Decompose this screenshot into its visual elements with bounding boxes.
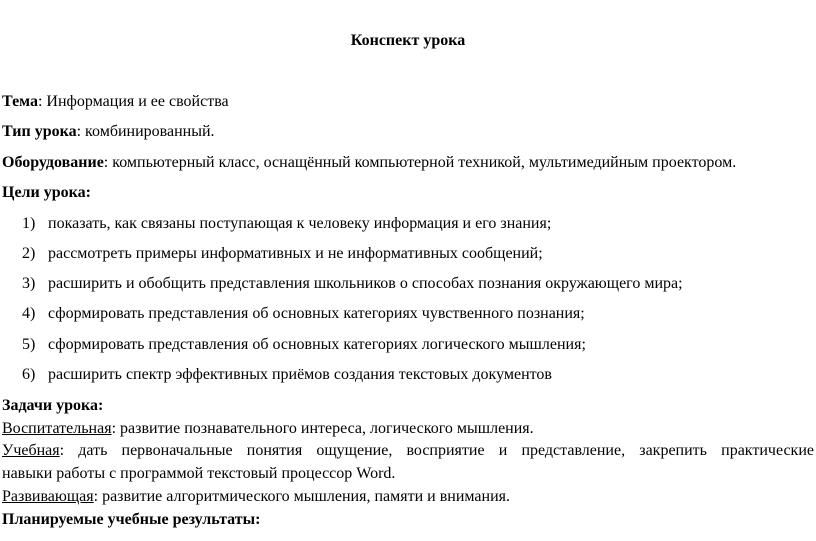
goal-item [22,215,551,233]
goal-text: расширить и обобщить представления школьников о способах познания окружающего мира; [48,275,683,292]
goal-item [22,366,552,384]
upbringing-task-line [2,420,534,438]
goal-text: показать, как связаны поступающая к человеку информация и его знания; [48,215,552,232]
goal-text: рассмотреть примеры информативных и не информативных сообщений; [48,245,543,262]
tasks-heading: Задачи урока: [2,397,104,414]
educational-task-line-1 [2,442,814,460]
planned-results-heading: Планируемые учебные результаты: [2,511,261,528]
developing-label: Развивающая [2,488,94,505]
goal-item [22,245,543,263]
lesson-type-value: : комбинированный. [76,123,215,140]
goal-number: 6) [22,366,36,383]
topic-line [2,93,229,111]
equipment-label: Оборудование [2,154,104,171]
goal-text: сформировать представления об основных категориях логического мышления; [48,336,586,353]
upbringing-value: : развитие познавательного интереса, логического мышления. [111,420,534,437]
topic-label: Тема [2,93,38,110]
goal-number: 5) [22,336,36,353]
goal-item [22,275,683,293]
lesson-type-line [2,123,215,141]
educational-label: Учебная [2,442,60,459]
goal-item [22,336,586,354]
goals-heading: Цели урока: [2,184,91,201]
goal-number: 2) [22,245,36,262]
equipment-value: : компьютерный класс, оснащённый компьютерной техникой, мультимедийным проектором. [103,154,737,171]
goal-text: сформировать представления об основных категориях чувственного познания; [48,305,585,322]
lesson-type-label: Тип урока [2,123,77,140]
goal-number: 1) [22,215,36,232]
educational-value-1: : дать первоначальные понятия ощущение, восприятие и представление, закрепить практические [59,442,814,459]
equipment-line [2,154,736,172]
goal-text: расширить спектр эффективных приёмов создания текстовых документов [48,366,552,383]
developing-task-line [2,488,510,506]
developing-value: : развитие алгоритмического мышления, памяти и внимания. [93,488,510,505]
educational-value-2: навыки работы с программой текстовый процессор Word. [2,465,396,482]
goal-item [22,305,585,323]
document-title: Конспект урока [350,32,466,49]
goal-number: 4) [22,305,36,322]
educational-task-line-2 [2,465,395,483]
upbringing-label: Воспитательная [2,420,112,437]
goal-number: 3) [22,275,36,292]
topic-value: : Информация и ее свойства [37,93,229,110]
